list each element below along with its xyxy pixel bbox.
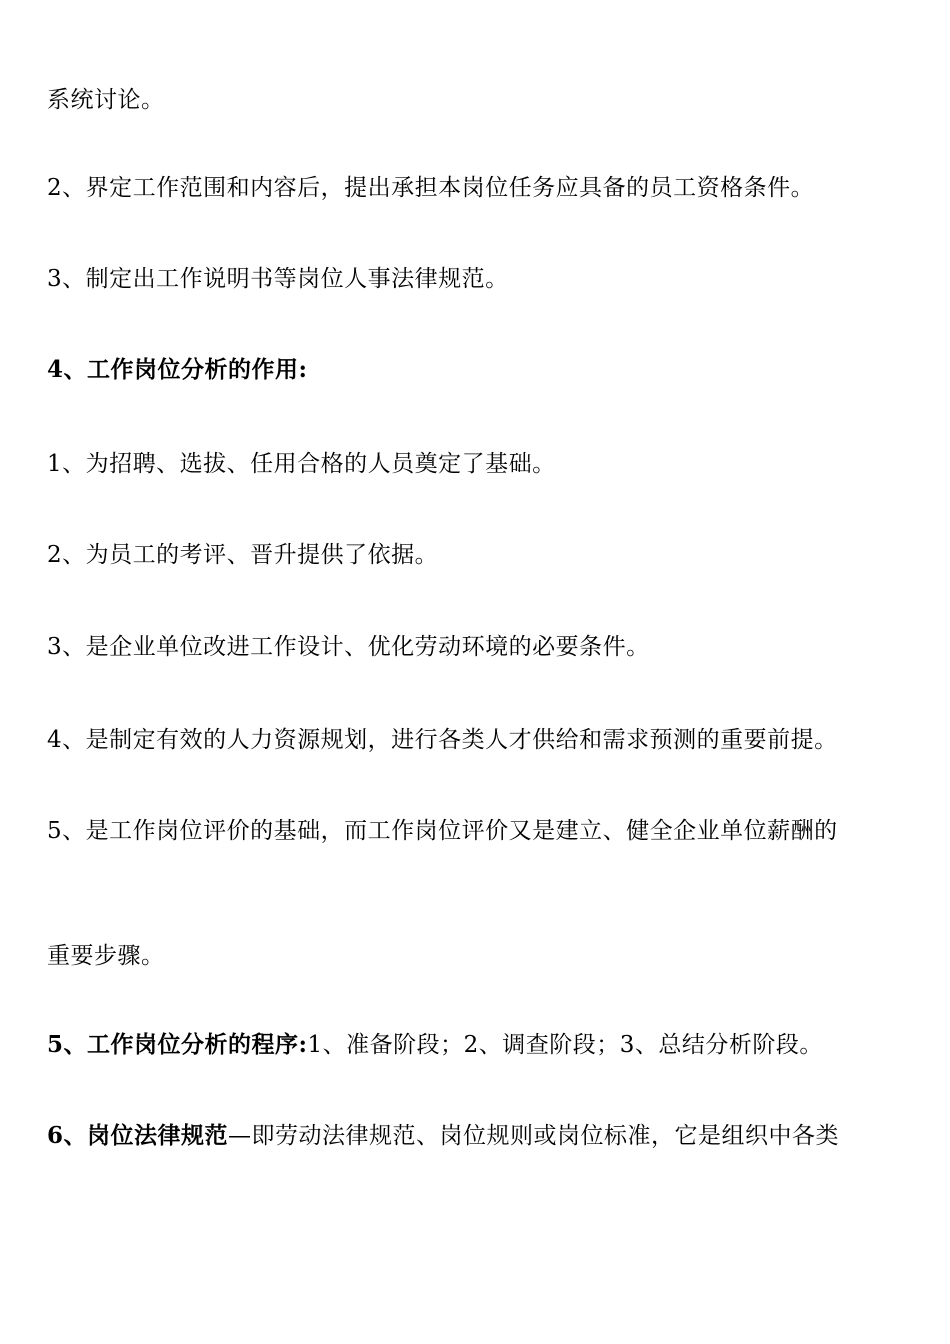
section-heading-text: 5、工作岗位分析的程序: bbox=[47, 1031, 308, 1058]
list-item bbox=[47, 724, 917, 756]
list-item-text: 2、为员工的考评、晋升提供了依据。 bbox=[47, 542, 439, 568]
section-heading bbox=[47, 1120, 917, 1152]
list-item bbox=[47, 815, 917, 847]
section-heading bbox=[47, 354, 917, 386]
list-item-text: 2、界定工作范围和内容后，提出承担本岗位任务应具备的员工资格条件。 bbox=[47, 175, 815, 201]
list-item-text: 5、是工作岗位评价的基础，而工作岗位评价又是建立、健全企业单位薪酬的 bbox=[47, 818, 838, 844]
paragraph-text: 重要步骤。 bbox=[47, 943, 165, 969]
list-item-text: 3、是企业单位改进工作设计、优化劳动环境的必要条件。 bbox=[47, 634, 650, 660]
list-item-text: 4、是制定有效的人力资源规划，进行各类人才供给和需求预测的重要前提。 bbox=[47, 727, 838, 753]
section-heading-text: 6、岗位法律规范 bbox=[47, 1122, 229, 1149]
paragraph-text: 系统讨论。 bbox=[47, 87, 165, 113]
list-item bbox=[47, 539, 917, 571]
list-item bbox=[47, 448, 917, 480]
section-body-text: —即劳动法律规范、岗位规则或岗位标准，它是组织中各类 bbox=[228, 1123, 840, 1149]
list-item-text: 1、为招聘、选拔、任用合格的人员奠定了基础。 bbox=[47, 451, 556, 477]
section-heading-text: 4、工作岗位分析的作用: bbox=[47, 356, 308, 383]
paragraph-line bbox=[47, 84, 917, 116]
section-heading bbox=[47, 1029, 917, 1061]
list-item bbox=[47, 631, 917, 663]
list-item bbox=[47, 263, 917, 295]
section-body-text: 1、准备阶段；2、调查阶段；3、总结分析阶段。 bbox=[307, 1032, 823, 1058]
list-item bbox=[47, 172, 917, 204]
list-item-text: 3、制定出工作说明书等岗位人事法律规范。 bbox=[47, 266, 509, 292]
paragraph-line bbox=[47, 940, 917, 972]
